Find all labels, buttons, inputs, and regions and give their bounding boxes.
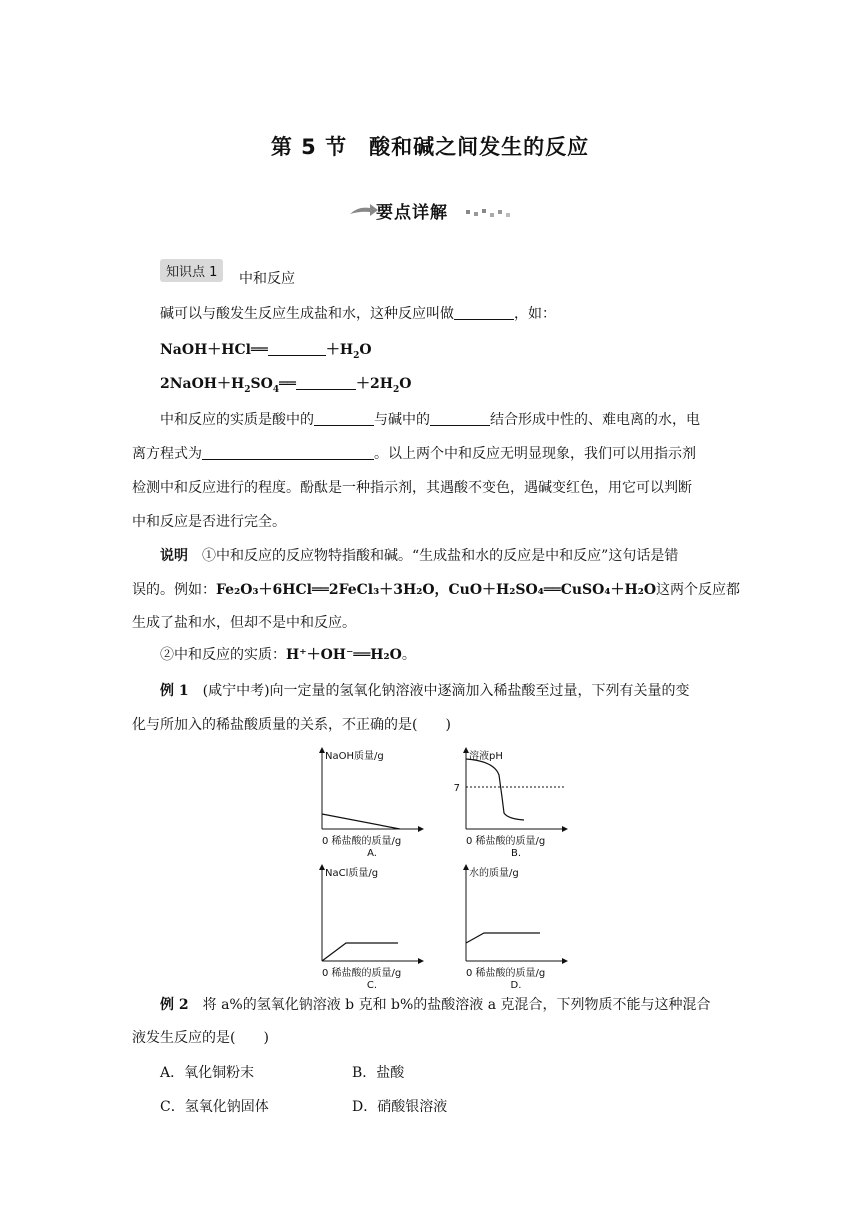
example-2-line-1 xyxy=(160,994,711,1014)
subscript: 4 xyxy=(272,384,280,395)
text: ，如： xyxy=(514,306,556,322)
note-label: 说明 xyxy=(160,548,188,564)
equation: Fe₂O₃＋6HCl══2FeCl₃＋3H₂O，CuO＋H₂SO₄══CuSO₄＋H₂O xyxy=(216,582,657,598)
chart-caption: D. xyxy=(510,980,522,991)
text: ══ xyxy=(279,376,296,392)
blank xyxy=(314,411,374,426)
paragraph-1 xyxy=(160,303,556,323)
data-curve xyxy=(466,759,524,820)
x-axis-arrow-icon xyxy=(562,826,568,832)
note-line-3: 生成了盐和水，但却不是中和反应。 xyxy=(132,615,356,631)
example-1-line-2: 化与所加入的稀盐酸质量的关系，不正确的是( ) xyxy=(132,717,451,733)
y-axis-label: NaCl质量/g xyxy=(325,868,379,879)
text: ＋H xyxy=(325,342,354,358)
knowledge-point-title: 中和反应 xyxy=(239,271,295,287)
example-2-line-2: 液发生反应的是( ) xyxy=(132,1030,269,1046)
example-1-charts xyxy=(300,742,590,991)
text: 结合形成中性的、难电离的水，电 xyxy=(490,412,700,428)
x-axis-arrow-icon xyxy=(562,958,568,964)
text: 碱可以与酸发生反应生成盐和水，这种反应叫做 xyxy=(160,306,454,322)
subscript: 2 xyxy=(353,350,360,361)
blank xyxy=(202,445,374,460)
example-label: 例 2 xyxy=(160,997,189,1013)
blank xyxy=(430,411,490,426)
data-curve xyxy=(322,814,400,829)
note-line-4 xyxy=(160,644,416,664)
y-axis-label: NaOH质量/g xyxy=(325,751,384,762)
knowledge-point-badge: 知识点 1 xyxy=(160,259,223,282)
text: 离方程式为 xyxy=(132,446,202,462)
chart-panel-a xyxy=(319,747,424,859)
note-line-2 xyxy=(132,579,740,599)
paragraph-2-line-1 xyxy=(160,409,700,429)
text: 这两个反应都 xyxy=(656,582,741,598)
chart-caption: B. xyxy=(510,848,522,859)
text: 2NaOH＋H xyxy=(160,376,245,392)
blank xyxy=(454,305,514,320)
chart-panel-d xyxy=(463,864,568,991)
text: ②中和反应的实质： xyxy=(160,647,286,663)
text: 与碱中的 xyxy=(374,412,430,428)
paragraph-2-line-4: 中和反应是否进行完全。 xyxy=(132,514,286,530)
text: ＋2H xyxy=(355,376,393,392)
text: NaOH＋HCl══ xyxy=(160,342,268,358)
y-axis-label: 水的质量/g xyxy=(469,868,519,879)
y-tick-label: 7 xyxy=(453,783,460,794)
text: SO xyxy=(250,376,273,392)
subscript: 2 xyxy=(244,384,251,395)
option-a: A．氧化铜粉末 xyxy=(160,1065,255,1081)
text: O xyxy=(359,342,372,358)
option-d: D．硝酸银溶液 xyxy=(352,1099,448,1115)
paragraph-2-line-2 xyxy=(132,443,696,463)
option-b: B．盐酸 xyxy=(352,1065,405,1081)
x-axis-arrow-icon xyxy=(418,826,424,832)
blank xyxy=(296,375,356,390)
text: 。 xyxy=(401,647,416,663)
note-line-1 xyxy=(160,545,678,565)
x-axis-label: 0 稀盐酸的质量/g xyxy=(322,836,402,847)
text: 。以上两个中和反应无明显现象，我们可以用指示剂 xyxy=(374,446,696,462)
chart-panel-b xyxy=(454,747,568,859)
y-axis-label: 溶液pH xyxy=(469,751,503,762)
text: 误的。例如： xyxy=(132,582,216,598)
text: ①中和反应的反应物特指酸和碱。“生成盐和水的反应是中和反应”这句话是错 xyxy=(202,548,679,564)
equation-2 xyxy=(160,373,411,395)
x-axis-label: 0 稀盐酸的质量/g xyxy=(466,836,546,847)
x-axis-arrow-icon xyxy=(418,958,424,964)
equation-1 xyxy=(160,339,372,361)
equation: H⁺＋OH⁻══H₂O xyxy=(286,647,402,663)
paragraph-2-line-3: 检测中和反应进行的程度。酚酞是一种指示剂，其遇酸不变色，遇碱变红色，用它可以判断 xyxy=(132,480,692,496)
x-axis-label: 0 稀盐酸的质量/g xyxy=(322,968,402,979)
data-curve xyxy=(322,943,398,961)
text: (咸宁中考)向一定量的氢氧化钠溶液中逐滴加入稀盐酸至过量，下列有关量的变 xyxy=(202,683,690,699)
data-curve xyxy=(466,933,540,943)
chart-panel-c xyxy=(319,864,424,991)
example-label: 例 1 xyxy=(160,683,189,699)
blank xyxy=(268,341,326,356)
page-title: 第 5 节 酸和碱之间发生的反应 xyxy=(270,135,590,159)
example-1-line-1 xyxy=(160,680,690,700)
option-c: C．氢氧化钠固体 xyxy=(160,1099,269,1115)
x-axis-label: 0 稀盐酸的质量/g xyxy=(466,968,546,979)
text: 将 a%的氢氧化钠溶液 b 克和 b%的盐酸溶液 a 克混合，下列物质不能与这种混合 xyxy=(202,997,711,1013)
chart-caption: C. xyxy=(366,980,378,991)
subscript: 2 xyxy=(392,384,400,395)
section-banner xyxy=(348,196,516,224)
text: O xyxy=(399,376,412,392)
text: 中和反应的实质是酸中的 xyxy=(160,412,314,428)
chart-caption: A. xyxy=(367,848,377,859)
banner-label: 要点详解 xyxy=(376,203,448,223)
